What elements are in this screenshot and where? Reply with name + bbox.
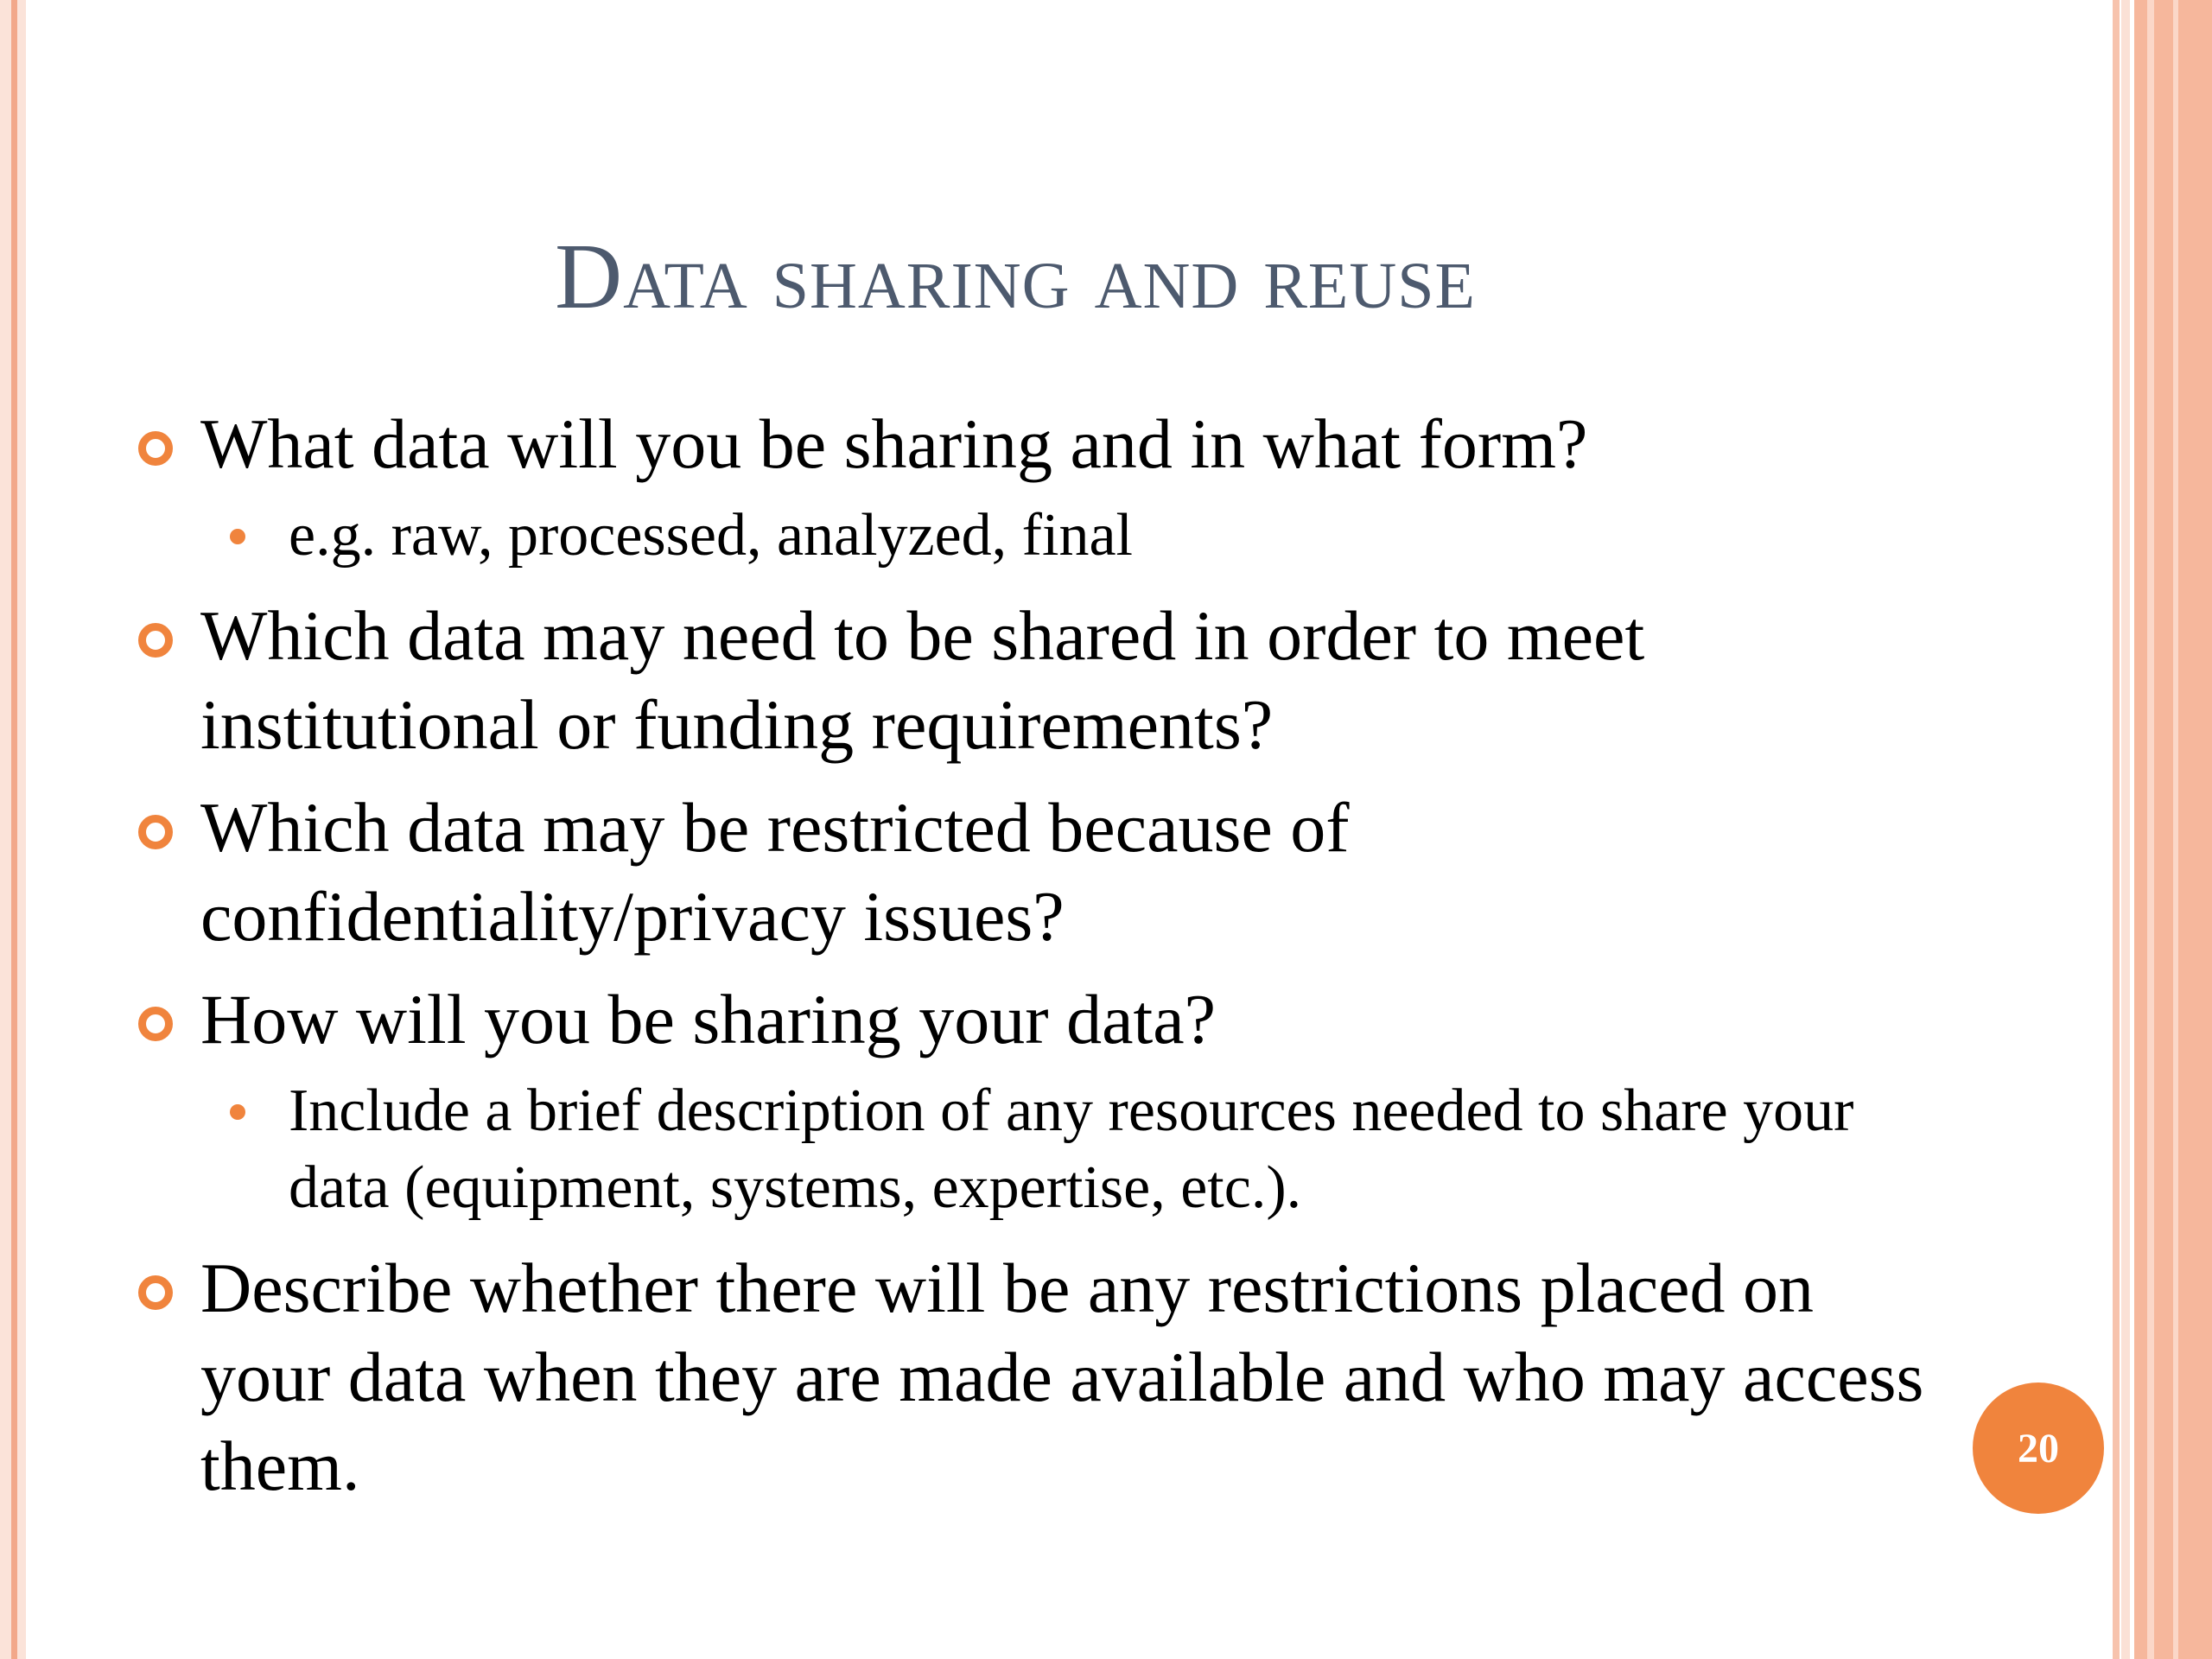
right-border-stripe xyxy=(2147,0,2154,1659)
page-number-badge: 20 xyxy=(1973,1382,2104,1514)
dot-bullet-icon xyxy=(230,1104,245,1120)
ring-bullet-icon xyxy=(138,431,173,466)
sub-bullet-item xyxy=(138,1072,1936,1226)
slide-title: Data sharing and reuse xyxy=(555,226,1476,328)
sub-bullet-text: Include a brief description of any resources needed to share your data (equipment, systems, expertise, etc.). xyxy=(289,1077,1854,1221)
bullet-list xyxy=(138,399,1936,1524)
ring-bullet-icon xyxy=(138,623,173,658)
bullet-item xyxy=(138,1243,1936,1510)
right-border-band xyxy=(2113,0,2120,1659)
right-border-band xyxy=(2121,0,2130,1659)
sub-bullet-item xyxy=(138,497,1936,574)
ring-bullet-icon xyxy=(138,1007,173,1041)
bullet-text: Describe whether there will be any restrictions placed on your data when they are made available and who may access them. xyxy=(200,1249,1924,1505)
bullet-text: What data will you be sharing and in what form? xyxy=(200,404,1588,483)
right-border-stripe xyxy=(2173,0,2178,1659)
dot-bullet-icon xyxy=(230,529,245,544)
bullet-item xyxy=(138,975,1936,1064)
bullet-item xyxy=(138,399,1936,488)
bullet-text: How will you be sharing your data? xyxy=(200,980,1217,1058)
ring-bullet-icon xyxy=(138,815,173,849)
bullet-item xyxy=(138,783,1936,961)
bullet-item xyxy=(138,591,1936,769)
ring-bullet-icon xyxy=(138,1275,173,1310)
bullet-text: Which data may need to be shared in order to meet institutional or funding requirements? xyxy=(200,596,1645,764)
sub-bullet-text: e.g. raw, processed, analyzed, final xyxy=(289,502,1133,569)
bullet-text: Which data may be restricted because of confidentiality/privacy issues? xyxy=(200,788,1350,956)
